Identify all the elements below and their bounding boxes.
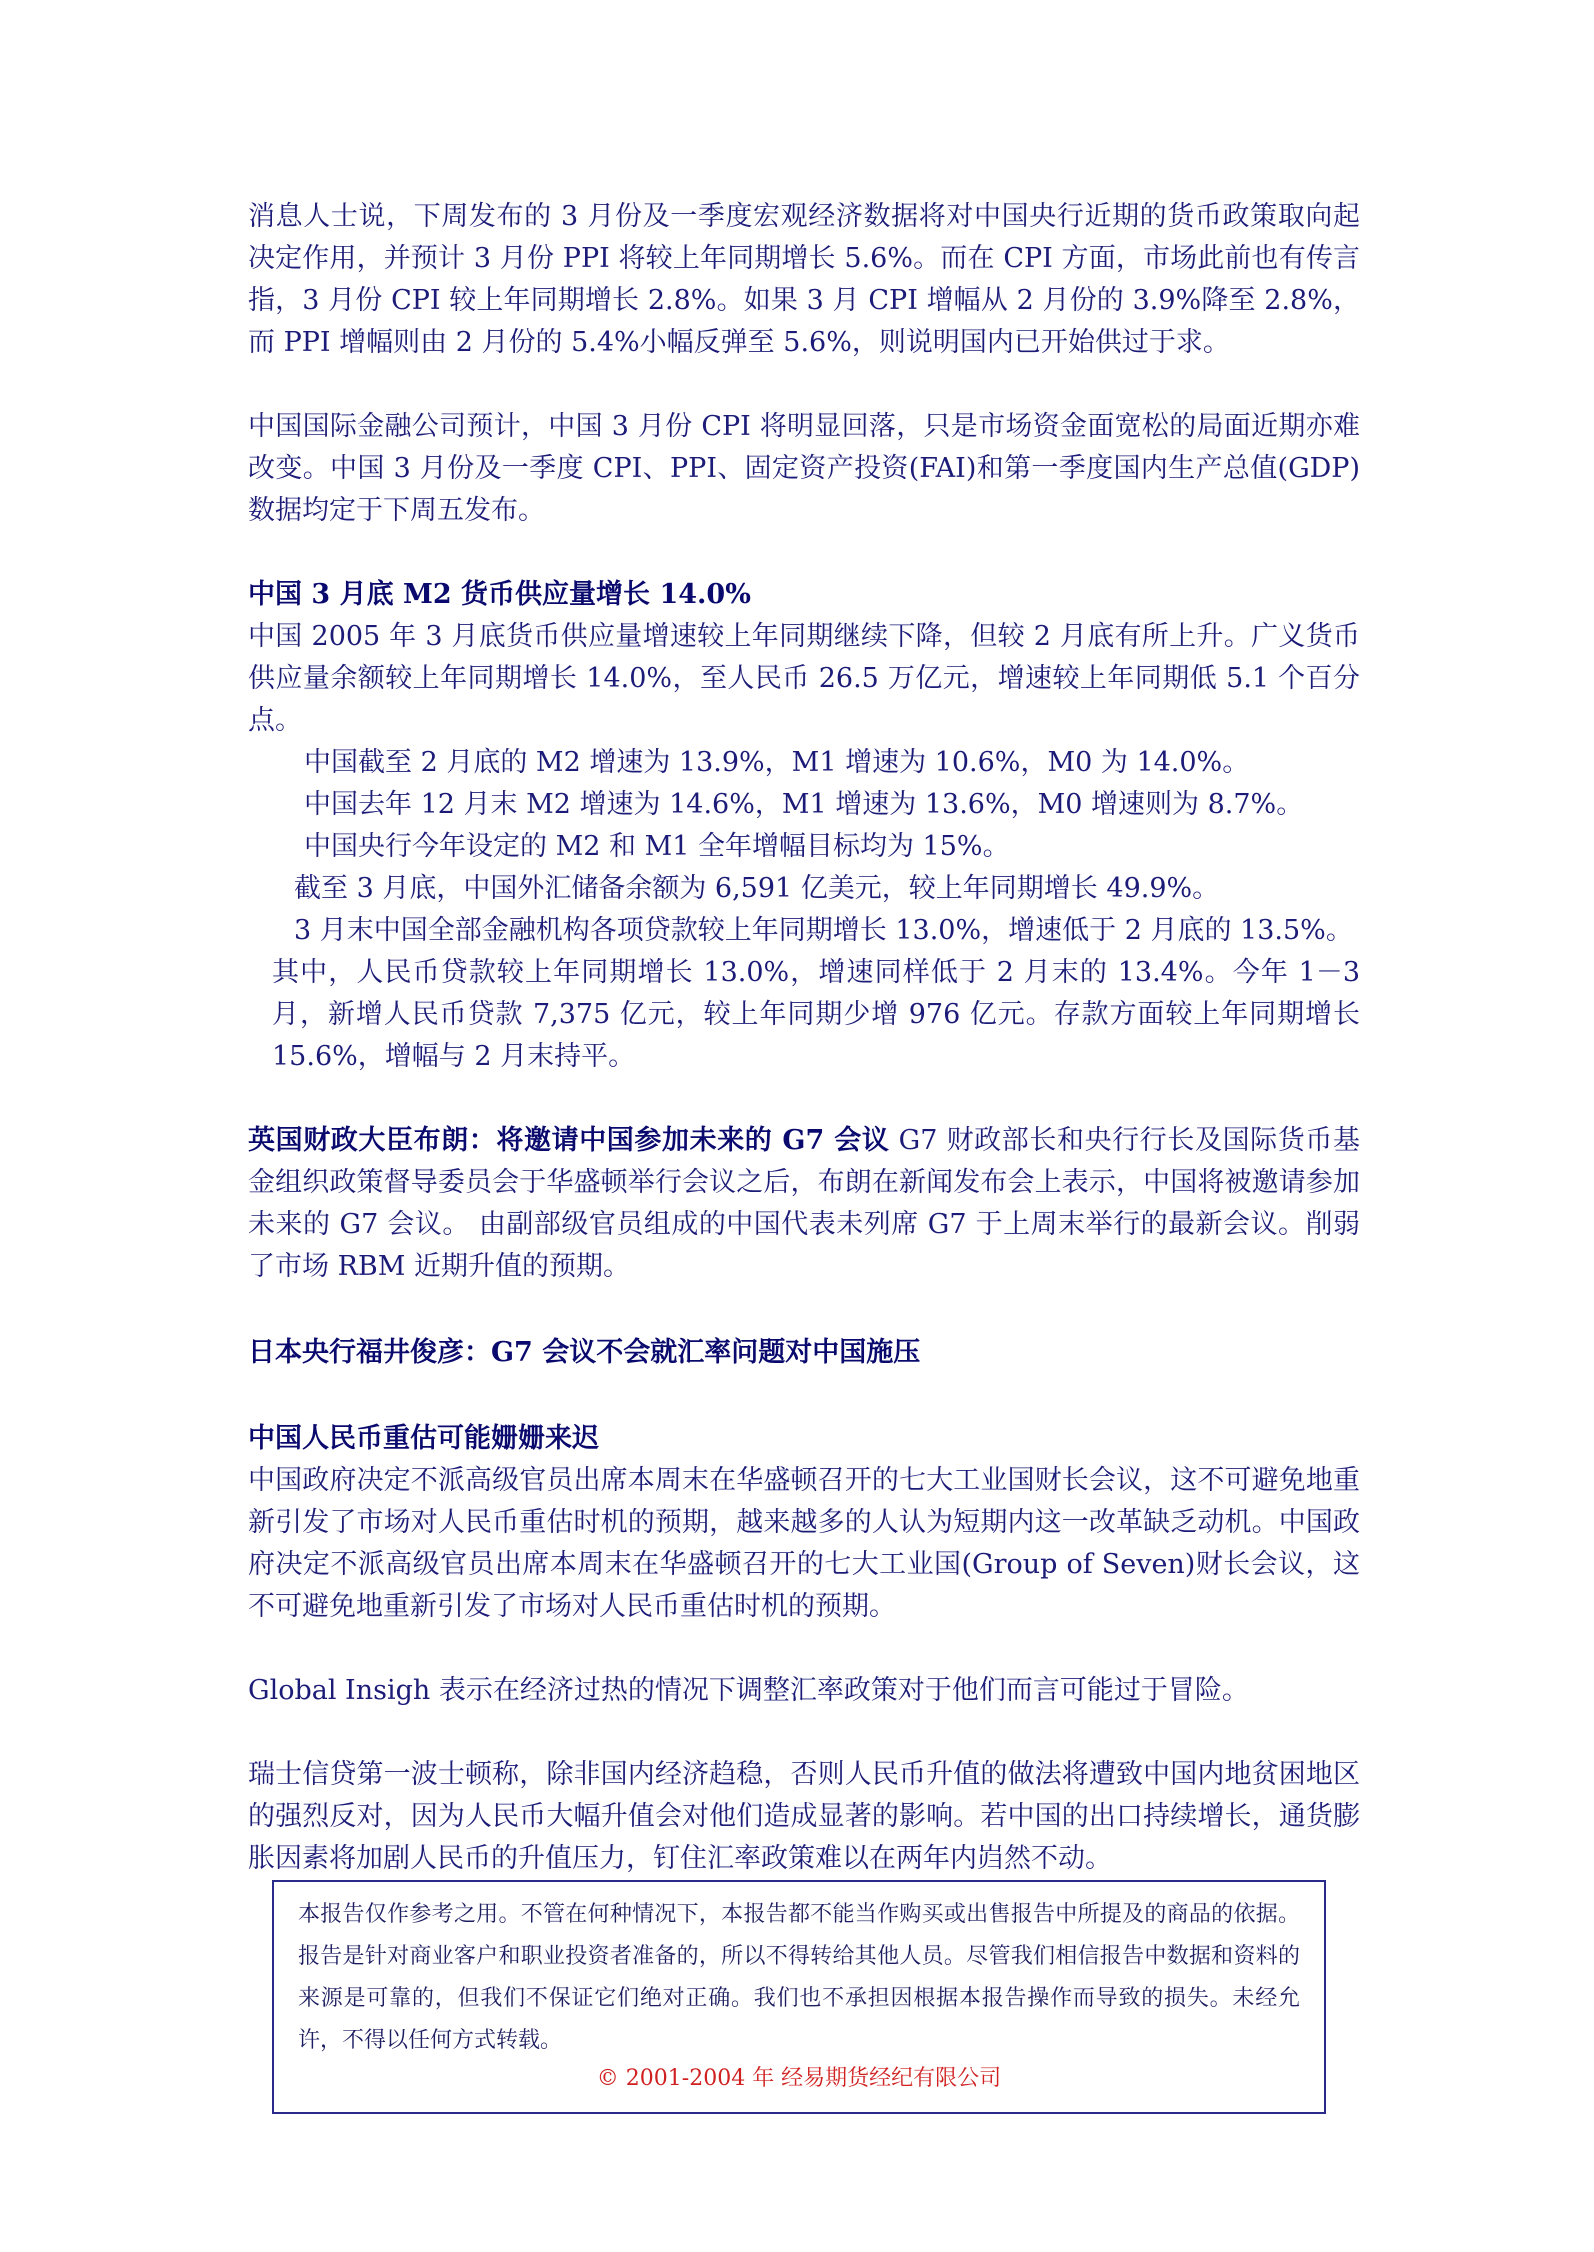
section-heading-japan: 日本央行福井俊彦：G7 会议不会就汇率问题对中国施压 — [248, 1337, 921, 1368]
m2-line-target: 中国央行今年设定的 M2 和 M1 全年增幅目标均为 15%。 — [304, 831, 1010, 862]
m2-line-dec: 中国去年 12 月末 M2 增速为 14.6%，M1 增速为 13.6%，M0 增速则为 8.7%。 — [304, 789, 1304, 820]
section-heading-g7: 英国财政大臣布朗：将邀请中国参加未来的 G7 会议 — [248, 1125, 890, 1156]
paragraph-cicc-forecast: 中国国际金融公司预计，中国 3 月份 CPI 将明显回落，只是市场资金面宽松的局面近期亦难改变。中国 3 月份及一季度 CPI、PPI、固定资产投资(FAI)和第一季度国内生产总值(GDP)数据均定于下周五发布。 — [248, 411, 1360, 526]
paragraph-macro-data: 消息人士说，下周发布的 3 月份及一季度宏观经济数据将对中国央行近期的货币政策取向起决定作用，并预计 3 月份 PPI 将较上年同期增长 5.6%。而在 CPI 方面，市场此前也有传言指，3 月份 CPI 较上年同期增长 2.8%。如果 3 月 CPI 增幅从 2 月份的 3.9%降至 2.8%，而 PPI 增幅则由 2 月份的 5.4%小幅反弹至 5.6%，则说明国内已开始供过于求。 — [248, 201, 1360, 358]
m2-line-feb: 中国截至 2 月底的 M2 增速为 13.9%，M1 增速为 10.6%，M0 为 14.0%。 — [304, 747, 1250, 778]
g7-body: G7 财政部长和央行行长及国际货币基金组织政策督导委员会于华盛顿举行会议之后，布朗在新闻发布会上表示，中国将被邀请参加未来的 G7 会议。 由副部级官员组成的中国代表未列席 G7 于上周末举行的最新会议。削弱了市场 RBM 近期升值的预期。 — [248, 1125, 1360, 1282]
paragraph-global-insight: Global Insigh 表示在经济过热的情况下调整汇率政策对于他们而言可能过于冒险。 — [248, 1675, 1249, 1706]
paragraph-m2-body: 中国 2005 年 3 月底货币供应量增速较上年同期继续下降，但较 2 月底有所上升。广义货币供应量余额较上年同期增长 14.0%，至人民币 26.5 万亿元，增速较上年同期低 5.1 个百分点。 — [248, 621, 1360, 736]
copyright-line: © 2001-2004 年 经易期货经纪有限公司 — [596, 2066, 1002, 2091]
disclaimer-box — [272, 1880, 1326, 2114]
disclaimer-text: 本报告仅作参考之用。不管在何种情况下，本报告都不能当作购买或出售报告中所提及的商品的依据。报告是针对商业客户和职业投资者准备的，所以不得转给其他人员。尽管我们相信报告中数据和资料的来源是可靠的，但我们不保证它们绝对正确。我们也不承担因根据本报告操作而导致的损失。未经允许，不得以任何方式转载。 — [298, 1902, 1300, 2053]
section-heading-rmb: 中国人民币重估可能姗姗来迟 — [248, 1423, 599, 1454]
m2-line-fx-reserves: 截至 3 月底，中国外汇储备余额为 6,591 亿美元，较上年同期增长 49.9%。 — [294, 873, 1220, 904]
m2-line-rmb-loans: 其中，人民币贷款较上年同期增长 13.0%，增速同样低于 2 月末的 13.4%。今年 1－3 月，新增人民币贷款 7,375 亿元，较上年同期少增 976 亿元。存款方面较上年同期增长 15.6%，增幅与 2 月末持平。 — [272, 957, 1360, 1072]
section-heading-m2: 中国 3 月底 M2 货币供应量增长 14.0% — [248, 579, 751, 610]
m2-line-loans: 3 月末中国全部金融机构各项贷款较上年同期增长 13.0%，增速低于 2 月底的 13.5%。 — [294, 915, 1353, 946]
paragraph-g7-invite — [248, 1120, 1360, 1288]
document-body — [248, 196, 1360, 1880]
paragraph-credit-suisse: 瑞士信贷第一波士顿称，除非国内经济趋稳，否则人民币升值的做法将遭致中国内地贫困地区的强烈反对，因为人民币大幅升值会对他们造成显著的影响。若中国的出口持续增长，通货膨胀因素将加剧人民币的升值压力，钉住汇率政策难以在两年内岿然不动。 — [248, 1759, 1360, 1874]
paragraph-rmb-body: 中国政府决定不派高级官员出席本周末在华盛顿召开的七大工业国财长会议，这不可避免地重新引发了市场对人民币重估时机的预期，越来越多的人认为短期内这一改革缺乏动机。中国政府决定不派高级官员出席本周末在华盛顿召开的七大工业国(Group of Seven)财长会议，这不可避免地重新引发了市场对人民币重估时机的预期。 — [248, 1465, 1360, 1622]
